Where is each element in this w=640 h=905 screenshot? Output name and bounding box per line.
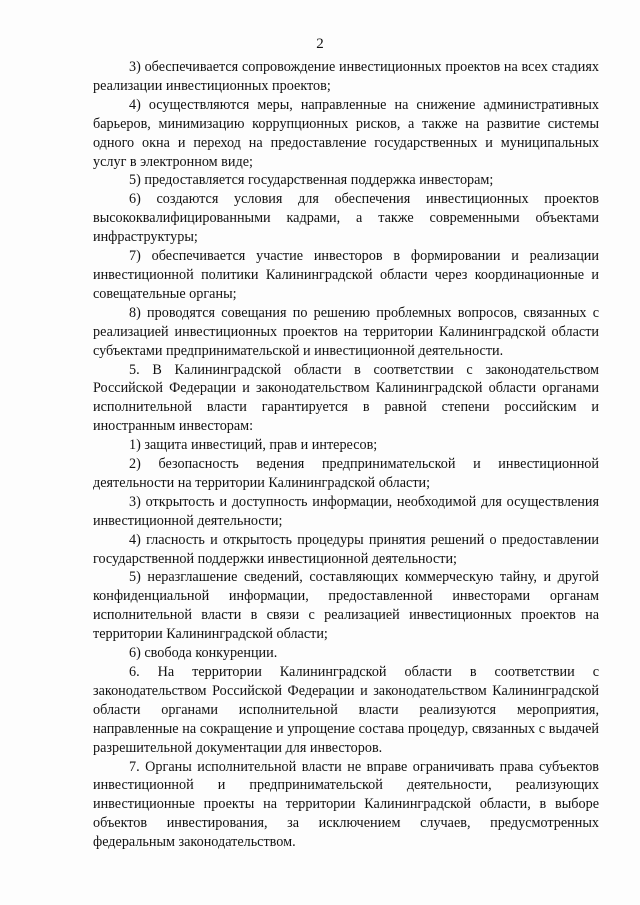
paragraph-item-6-conditions: 6) создаются условия для обеспечения инвестиционных проектов высококвалифицированными кадрами, а также современными объектами инфраструктуры; [93, 191, 599, 246]
paragraph-item-8-meetings: 8) проводятся совещания по решению проблемных вопросов, связанных с реализацией инвестиционных проектов на территории Калининградской области субъектами предпринимательской и инвестиционной деятельности. [93, 304, 599, 359]
document-body [93, 58, 599, 852]
paragraph-item-4-barriers: 4) осуществляются меры, направленные на снижение административных барьеров, минимизацию коррупционных рисков, а также на развитие системы одного окна и переход на предоставление государственных и муниципальных услуг в электронном виде; [93, 96, 599, 170]
paragraph-guarantee-4: 4) гласность и открытость процедуры принятия решений о предоставлении государственной поддержки инвестиционной деятельности; [93, 531, 599, 567]
paragraph-section-7: 7. Органы исполнительной власти не вправе ограничивать права субъектов инвестиционной и предпринимательской деятельности, реализующих инвестиционные проекты на территории Калининградской области, в выборе объектов инвестирования, за исключением случаев, предусмотренных федеральным законодательством. [93, 758, 599, 851]
paragraph-guarantee-1: 1) защита инвестиций, прав и интересов; [129, 437, 378, 454]
paragraph-guarantee-2: 2) безопасность ведения предпринимательской и инвестиционной деятельности на территории Калининградской области; [93, 456, 599, 491]
paragraph-item-5-state-support: 5) предоставляется государственная поддержка инвесторам; [129, 172, 494, 189]
paragraph-section-6: 6. На территории Калининградской области в соответствии с законодательством Российской Федерации и законодательством Калининградской области органами исполнительной власти реализуются мероприятия, направленные на сокращение и упрощение состава процедур, связанных с выдачей разрешительной документации для инвесторов. [93, 664, 599, 756]
paragraph-section-5: 5. В Калининградской области в соответствии с законодательством Российской Федерации и законодательством Калининградской области органами исполнительной власти гарантируется в равной степени российским и иностранным инвесторам: [93, 361, 599, 435]
paragraph-guarantee-5: 5) неразглашение сведений, составляющих коммерческую тайну, и другой конфиденциальной информации, предоставленной инвесторами органам исполнительной власти в связи с реализацией инвестиционных проектов на территории Калининградской области; [93, 569, 599, 643]
paragraph-item-3-support: 3) обеспечивается сопровождение инвестиционных проектов на всех стадиях реализации инвестиционных проектов; [93, 59, 599, 94]
paragraph-guarantee-3: 3) открытость и доступность информации, необходимой для осуществления инвестиционной деятельности; [93, 493, 599, 529]
paragraph-item-7-participation: 7) обеспечивается участие инвесторов в формировании и реализации инвестиционной политики Калининградской области через координационные и совещательные органы; [93, 248, 599, 302]
paragraph-guarantee-6: 6) свобода конкуренции. [129, 645, 278, 662]
page-number: 2 [316, 36, 324, 52]
